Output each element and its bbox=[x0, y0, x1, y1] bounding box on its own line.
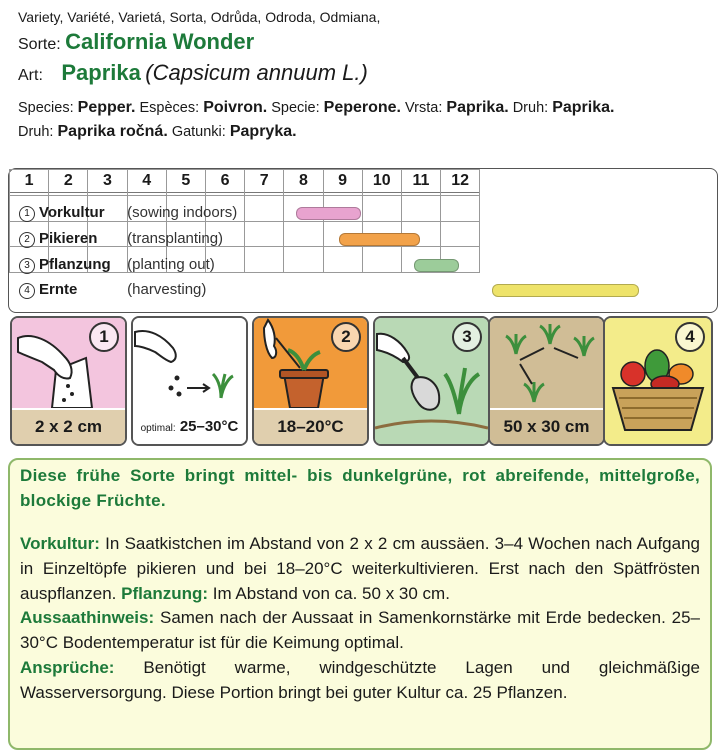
species-value: Paprika ročná. bbox=[57, 123, 168, 140]
calendar-cell bbox=[88, 170, 127, 196]
step-number: 4 bbox=[675, 322, 705, 352]
step-number: 1 bbox=[89, 322, 119, 352]
variety-name: California Wonder bbox=[65, 29, 255, 54]
month-cell: 1 bbox=[10, 170, 49, 193]
ansprueche-label: Ansprüche: bbox=[20, 657, 115, 677]
calendar-cell bbox=[245, 221, 284, 247]
aussaat-text: Samen nach der Aussaat in Samenkornstärke mit Erde bedecken. 25–30°C Bodentemperatur ist für die Keimung optimal. bbox=[20, 608, 700, 653]
art-label: Art: bbox=[18, 67, 43, 84]
stage-bar bbox=[492, 284, 639, 297]
calendar-cell bbox=[362, 170, 401, 196]
species-value: Peperone. bbox=[323, 99, 401, 116]
tile-caption: 18–20°C bbox=[254, 410, 367, 444]
caption-value: 25–30°C bbox=[179, 418, 239, 435]
calendar-cell bbox=[245, 247, 284, 273]
tile-harvest bbox=[603, 316, 713, 446]
pflanzung-label: Pflanzung: bbox=[121, 583, 209, 603]
stage-label bbox=[19, 277, 206, 303]
stage-name-de: Pikieren bbox=[39, 229, 98, 247]
tile-sowing bbox=[10, 316, 127, 446]
month-cell: 10 bbox=[362, 170, 401, 193]
stage-number: 3 bbox=[19, 258, 35, 274]
month-cell: 12 bbox=[441, 170, 480, 193]
calendar-cell bbox=[401, 195, 440, 221]
packet-header bbox=[18, 8, 708, 144]
month-cell: 2 bbox=[49, 170, 88, 193]
stage-name-en: (transplanting) bbox=[127, 229, 224, 247]
calendar-cell bbox=[127, 170, 166, 196]
species-label: Vrsta: bbox=[405, 100, 443, 116]
tile-caption: 2 x 2 cm bbox=[12, 410, 125, 444]
calendar-cell bbox=[441, 170, 480, 196]
calendar-cell bbox=[245, 195, 284, 221]
description-box bbox=[8, 458, 712, 750]
pflanzung-text: Im Abstand von ca. 50 x 30 cm. bbox=[208, 583, 450, 603]
species-label: Druh: bbox=[512, 100, 549, 116]
calendar-cell bbox=[49, 170, 88, 196]
month-cell: 6 bbox=[205, 170, 244, 193]
ansprueche-text: Benötigt warme, windgeschützte Lagen und gleichmäßige Wasserversorgung. Diese Portion bringt bei guter Kultur ca. 25 Pflanzen. bbox=[20, 657, 700, 702]
month-cell: 9 bbox=[323, 170, 362, 193]
species-value: Poivron. bbox=[203, 99, 268, 116]
stage-number: 4 bbox=[19, 283, 35, 299]
tile-planting-out bbox=[373, 316, 490, 446]
step-number: 3 bbox=[452, 322, 482, 352]
tile-spacing bbox=[488, 316, 605, 446]
month-cell: 3 bbox=[88, 170, 127, 193]
calendar-cell bbox=[10, 170, 49, 196]
tile-germination bbox=[131, 316, 248, 446]
species-label: Gatunki: bbox=[171, 124, 226, 140]
stage-bar bbox=[339, 233, 419, 246]
trowel-planting-icon bbox=[375, 318, 488, 444]
stage-label bbox=[19, 226, 223, 252]
sorte-row bbox=[18, 30, 708, 57]
stage-number: 2 bbox=[19, 232, 35, 248]
month-cell: 7 bbox=[245, 170, 284, 193]
stage-bar bbox=[414, 259, 459, 272]
stage-label bbox=[19, 252, 215, 278]
month-cell: 11 bbox=[401, 170, 440, 193]
month-cell: 5 bbox=[166, 170, 205, 193]
calendar-cell bbox=[362, 247, 401, 273]
step-number: 2 bbox=[331, 322, 361, 352]
stage-bar bbox=[296, 207, 361, 220]
species-value: Paprika. bbox=[446, 99, 509, 116]
stage-number: 1 bbox=[19, 206, 35, 222]
calendar-cell bbox=[284, 247, 323, 273]
variety-description: Diese frühe Sorte bringt mittel- bis dunkelgrüne, rot abreifende, mittelgroße, blockige Früchte. bbox=[20, 466, 700, 510]
month-cell: 8 bbox=[284, 170, 323, 193]
species-value: Papryka. bbox=[229, 123, 297, 140]
sowing-hand-icon bbox=[12, 318, 125, 408]
species-value: Paprika. bbox=[552, 99, 615, 116]
calendar-cell bbox=[362, 195, 401, 221]
species-name: Paprika bbox=[61, 60, 141, 85]
stage-name-en: (planting out) bbox=[127, 255, 215, 273]
sorte-label: Sorte: bbox=[18, 36, 61, 53]
species-label: Specie: bbox=[271, 100, 320, 116]
growing-calendar bbox=[8, 168, 718, 313]
calendar-cell bbox=[166, 170, 205, 196]
calendar-cell bbox=[284, 170, 323, 196]
calendar-cell bbox=[323, 170, 362, 196]
species-value: Pepper. bbox=[77, 99, 136, 116]
species-label: Espèces: bbox=[139, 100, 200, 116]
species-label: Druh: bbox=[18, 124, 54, 140]
stage-label bbox=[19, 200, 237, 226]
calendar-cell bbox=[245, 170, 284, 196]
instruction-tiles bbox=[10, 316, 716, 448]
month-cell: 4 bbox=[127, 170, 166, 193]
art-row bbox=[18, 61, 708, 88]
caption-prefix: optimal: bbox=[140, 423, 176, 434]
latin-name: (Capsicum annuum L.) bbox=[145, 60, 368, 85]
calendar-cell bbox=[441, 195, 480, 221]
calendar-cell bbox=[401, 170, 440, 196]
tile-caption: 50 x 30 cm bbox=[490, 410, 603, 444]
cultivation-instructions bbox=[20, 532, 700, 706]
stage-name-de: Pflanzung bbox=[39, 255, 111, 273]
calendar-cell bbox=[441, 221, 480, 247]
calendar-cell bbox=[284, 221, 323, 247]
stage-name-en: (sowing indoors) bbox=[127, 204, 238, 221]
vorkultur-text: In Saatkistchen im Abstand von 2 x 2 cm aussäen. 3–4 Wochen nach Aufgang in Einzeltöpfe pikieren und bei 18–20°C weiterkultivieren. Erst nach den Spätfrösten auspflanzen. bbox=[20, 534, 700, 603]
stage-name-de: Ernte bbox=[39, 281, 78, 299]
harvest-basket-icon bbox=[605, 318, 711, 444]
calendar-cell bbox=[323, 247, 362, 273]
calendar-cell bbox=[205, 170, 244, 196]
species-translations bbox=[18, 96, 708, 144]
pricking-out-icon bbox=[254, 318, 367, 408]
aussaat-label: Aussaathinweis: bbox=[20, 608, 155, 628]
stage-name-de: Vorkultur bbox=[39, 204, 105, 221]
species-label: Species: bbox=[18, 100, 74, 116]
seed-germination-icon bbox=[133, 318, 246, 408]
vorkultur-label: Vorkultur: bbox=[20, 534, 100, 553]
variety-line: Variety, Variété, Varietá, Sorta, Odrůda, Odroda, Odmiana, bbox=[18, 9, 381, 25]
stage-name-en: (harvesting) bbox=[127, 281, 207, 299]
tile-pricking-out bbox=[252, 316, 369, 446]
spacing-plants-icon bbox=[490, 318, 603, 408]
tile-caption bbox=[133, 410, 246, 444]
